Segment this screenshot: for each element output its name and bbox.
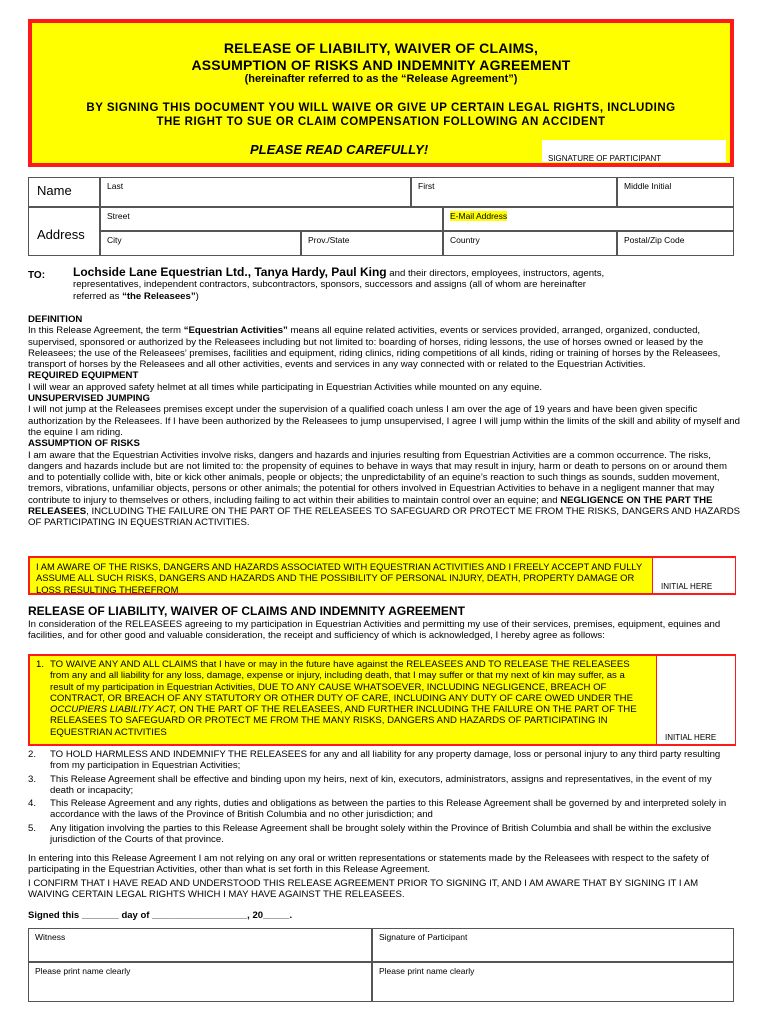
waiver-box: [28, 654, 736, 746]
initial-field-1[interactable]: [652, 558, 735, 593]
street-label: Street: [107, 211, 130, 221]
please-read: PLEASE READ CAREFULLY!: [250, 142, 429, 157]
equipment-heading: REQUIRED EQUIPMENT: [28, 370, 139, 382]
list-item: [28, 823, 728, 846]
country-field[interactable]: [443, 231, 617, 256]
prov-label: Prov./State: [308, 235, 350, 245]
to-parties: Lochside Lane Equestrian Ltd., Tanya Hardy, Paul King: [73, 265, 387, 279]
item-text: TO HOLD HARMLESS AND INDEMNIFY THE RELEASEES for any and all liability for any property damage, loss or personal injury to any third party resulting from my participation in Equestrian Activities;: [50, 749, 721, 772]
street-field[interactable]: [100, 207, 443, 231]
equipment-text: I will wear an approved safety helmet at all times while participating in Equestrian Activities while mounted on any equine.: [28, 381, 543, 393]
email-label: E-Mail Address: [450, 211, 508, 221]
to-rest-1: and their directors, employees, instructors, agents,: [386, 268, 605, 279]
postal-field[interactable]: [617, 231, 734, 256]
waiver-text: [50, 659, 648, 738]
country-label: Country: [450, 235, 480, 245]
postal-label: Postal/Zip Code: [624, 235, 685, 245]
definition-text-b: means all equine related activities, events or services provided, arranged, organized, conducted, supervised, sponsored or authorized by the Releasees including but not limited to: boarding of horses, riding lessons, the use of horses owned or leased by the Releasees; the use of the Releasees’ premises, facilities and equipment, riding clinics, riding competitions of all kinds, riding or training of horses by the Releasees, transport of horses by the Releasees and all other activities, events and services in any way connected with or related to the Equestrian Activities.: [28, 325, 721, 371]
participant-print-field[interactable]: [372, 962, 734, 1002]
item-number: 2.: [28, 749, 37, 760]
risks-text: [28, 450, 742, 529]
unsupervised-text: I will not jump at the Releasees premises except under the supervision of a qualified coach unless I am over the age of 19 years and have been given specific authorization by the Releasees. If I have been authorized by the Releasees to jump unsupervised, I agree I will jump within the limits of the skill and ability of myself and the equine I am riding.: [28, 404, 740, 438]
city-label: City: [107, 235, 122, 245]
witness-field[interactable]: [28, 928, 372, 962]
waiver-text-b: ON THE PART OF THE RELEASEES, AND FURTHER INCLUDING THE FAILURE ON THE PART OF THE RELEASEES TO SAFEGUARD OR PROTECT ME FROM THE MANY RISKS, DANGERS AND HAZARDS OF PARTICIPATING IN EQUESTRIAN ACTIVITIES: [50, 704, 637, 738]
participant-signature-bottom[interactable]: [372, 928, 734, 962]
closing-para-1: In entering into this Release Agreement I am not relying on any oral or written representations or statements made by the Releasees with respect to the safety of participating in the Equestrian Activities, other than what is set forth in this Release Agreement.: [28, 853, 709, 876]
definition-term: “Equestrian Activities”: [183, 325, 288, 337]
numbered-items: [28, 749, 728, 845]
last-label: Last: [107, 181, 124, 191]
risks-text-b: , INCLUDING THE FAILURE ON THE PART OF THE RELEASEES TO SAFEGUARD OR PROTECT ME FROM THE RISKS, DANGERS AND HAZARDS OF PARTICIPATING IN EQUESTRIAN ACTIVITIES.: [28, 506, 741, 529]
first-name-field[interactable]: [411, 177, 617, 207]
occupiers-act: OCCUPIERS LIABILITY ACT,: [50, 704, 177, 716]
list-item: [28, 749, 728, 772]
list-item: [28, 774, 728, 797]
print-name-label-1: Please print name clearly: [35, 966, 131, 976]
risks-text-bold: NEGLIGENCE ON THE PART THE RELEASEES: [28, 494, 713, 518]
name-label: Name: [37, 183, 72, 198]
item-number: 5.: [28, 822, 37, 834]
to-rest-2: representatives, independent contractors, subcontractors, sponsors, successors and assigns (all of whom are hereinafter: [73, 279, 586, 291]
first-label: First: [418, 181, 435, 191]
definition-text: [28, 325, 742, 370]
definition-heading: DEFINITION: [28, 314, 83, 325]
acknowledgement-box: [28, 556, 736, 595]
waiver-text-a: TO WAIVE ANY AND ALL CLAIMS that I have or may in the future have against the RELEASEES AND TO RELEASE THE RELEASEES from any and all liability for any loss, damage, expense or injury, including death, that I may suffer or that my next of kin may suffer, as a result of my participation in Equestrian Activities, DUE TO ANY CAUSE WHATSOEVER, INCLUDING NEGLIGENCE, BREACH OF CONTRACT, OR BREACH OF ANY STATUTORY OR OTHER DUTY OF CARE, INCLUDING ANY DUTY OF CARE OWED UNDER THE: [50, 659, 633, 704]
release-intro: In consideration of the RELEASEES agreeing to my participation in Equestrian Activities and permitting my use of their services, premises, equipment, equines and facilities, and for other good and valuable consideration, the receipt and sufficiency of which is acknowledged, I hereby agree as follows:: [28, 619, 721, 642]
participant-signature-label: Signature of Participant: [379, 932, 468, 942]
release-heading: RELEASE OF LIABILITY, WAIVER OF CLAIMS AND INDEMNITY AGREEMENT: [28, 604, 465, 618]
warning-line-2: THE RIGHT TO SUE OR CLAIM COMPENSATION FOLLOWING AN ACCIDENT: [156, 116, 606, 128]
subtitle: (hereinafter referred to as the “Release Agreement”): [244, 73, 518, 85]
signed-line: Signed this _______ day of __________________, 20_____.: [28, 910, 293, 921]
email-field[interactable]: [443, 207, 734, 231]
last-name-field[interactable]: [100, 177, 411, 207]
initial-label-1: INITIAL HERE: [661, 582, 713, 591]
item-text: Any litigation involving the parties to this Release Agreement shall be brought solely within the Province of British Columbia and shall be within the exclusive jurisdiction of the Courts of that province.: [50, 822, 712, 846]
participant-signature-field[interactable]: [542, 140, 726, 162]
name-label-cell: [28, 177, 100, 207]
releasees-term: “the Releasees”: [122, 290, 196, 302]
definition-text-a: In this Release Agreement, the term: [28, 325, 184, 337]
closing-para-2: I CONFIRM THAT I HAVE READ AND UNDERSTOOD THIS RELEASE AGREEMENT PRIOR TO SIGNING IT, AND I AM AWARE THAT BY SIGNING IT I AM WAIVING CERTAIN LEGAL RIGHTS WHICH I MAY HAVE AGAINST THE RELEASEES.: [28, 878, 699, 901]
prov-field[interactable]: [301, 231, 443, 256]
item-number: 4.: [28, 798, 37, 810]
signature-label: SIGNATURE OF PARTICIPANT: [548, 154, 662, 163]
item-text: This Release Agreement and any rights, duties and obligations as between the parties to this Release Agreement shall be governed by and interpreted solely in accordance with the laws of the Province of British Columbia and no other jurisdiction; and: [50, 798, 727, 821]
item-1-number: 1.: [36, 659, 45, 670]
acknowledgement-text: I AM AWARE OF THE RISKS, DANGERS AND HAZARDS ASSOCIATED WITH EQUESTRIAN ACTIVITIES AND I FREELY ACCEPT AND FULLY ASSUME ALL SUCH RISKS, DANGERS AND HAZARDS AND THE POSSIBILITY OF PERSONAL INJURY, DEATH, PROPERTY DAMAGE OR LOSS RESULTING THEREFROM: [36, 561, 643, 595]
list-item: [28, 798, 728, 821]
title-line-2: ASSUMPTION OF RISKS AND INDEMNITY AGREEMENT: [191, 57, 571, 73]
to-label: TO:: [28, 270, 46, 281]
title-line-1: RELEASE OF LIABILITY, WAIVER OF CLAIMS,: [223, 40, 539, 56]
initial-field-2[interactable]: [656, 656, 735, 744]
witness-print-field[interactable]: [28, 962, 372, 1002]
witness-label: Witness: [35, 932, 66, 942]
to-rest-3b: ): [195, 290, 199, 302]
main-body: [28, 314, 742, 529]
warning-line-1: BY SIGNING THIS DOCUMENT YOU WILL WAIVE OR GIVE UP CERTAIN LEGAL RIGHTS, INCLUDING: [86, 102, 676, 114]
print-name-label-2: Please print name clearly: [379, 966, 475, 976]
middle-initial-field[interactable]: [617, 177, 734, 207]
to-rest-3a: referred as: [73, 290, 123, 302]
city-field[interactable]: [100, 231, 301, 256]
risks-text-a: I am aware that the Equestrian Activities involve risks, dangers and hazards and injuries resulting from Equestrian Activities are a common occurrence. The risks, dangers and hazards include but are not limited to: the propensity of equines to behave in ways that may result in injury, harm or death to persons on or around them and to potentially collide with, bite or kick other animals, people or objects; the unpredictability of an equine’s reaction to such things as sounds, sudden movement, tremors, vibrations, unfamiliar objects, persons or other animals; the potential for others involved in Equestrian Activities to behave in a negligent manner that may contribute to injury to themselves or others, including failing to act within their abilities to maintain control over an equine; and: [28, 449, 727, 506]
initial-label-2: INITIAL HERE: [665, 733, 717, 742]
to-paragraph: [73, 267, 743, 302]
risks-heading: ASSUMPTION OF RISKS: [28, 438, 140, 450]
unsupervised-heading: UNSUPERVISED JUMPING: [28, 393, 150, 405]
middle-label: Middle Initial: [624, 181, 672, 191]
item-number: 3.: [28, 773, 37, 785]
address-label-cell: [28, 207, 100, 256]
item-text: This Release Agreement shall be effective and binding upon my heirs, next of kin, executors, administrators, assigns and representatives, in the event of my death or incapacity;: [50, 773, 712, 796]
address-label: Address: [37, 227, 85, 242]
